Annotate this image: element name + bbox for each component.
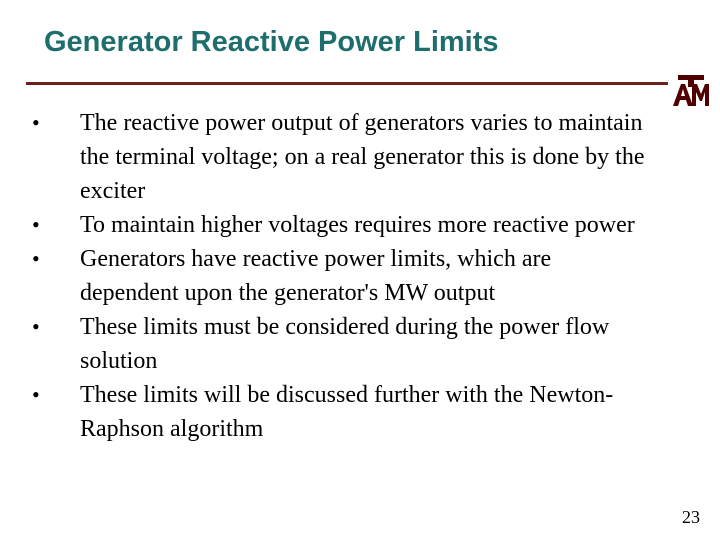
bullet-list: [30, 106, 650, 446]
title-divider: [26, 82, 668, 85]
bullet-text: These limits will be discussed further with the Newton-Raphson algorithm: [80, 382, 614, 442]
atm-logo: [672, 74, 710, 108]
slide-title: Generator Reactive Power Limits: [44, 26, 499, 58]
bullet-marker: •: [32, 382, 40, 407]
bullet-marker: •: [32, 246, 40, 271]
bullet-item: [30, 208, 650, 242]
bullet-item: [30, 378, 650, 446]
bullet-text: Generators have reactive power limits, which are dependent upon the generator's MW output: [80, 246, 552, 306]
bullet-item: [30, 106, 650, 208]
bullet-text: The reactive power output of generators varies to maintain the terminal voltage; on a real generator this is done by the exciter: [80, 110, 645, 204]
bullet-marker: •: [32, 314, 40, 339]
bullet-text: These limits must be considered during the power flow solution: [80, 314, 610, 374]
bullet-marker: •: [32, 110, 40, 135]
bullet-marker: •: [32, 212, 40, 237]
bullet-text: To maintain higher voltages requires more reactive power: [80, 212, 635, 238]
bullet-item: [30, 242, 650, 310]
bullet-item: [30, 310, 650, 378]
page-number: 23: [682, 507, 700, 527]
